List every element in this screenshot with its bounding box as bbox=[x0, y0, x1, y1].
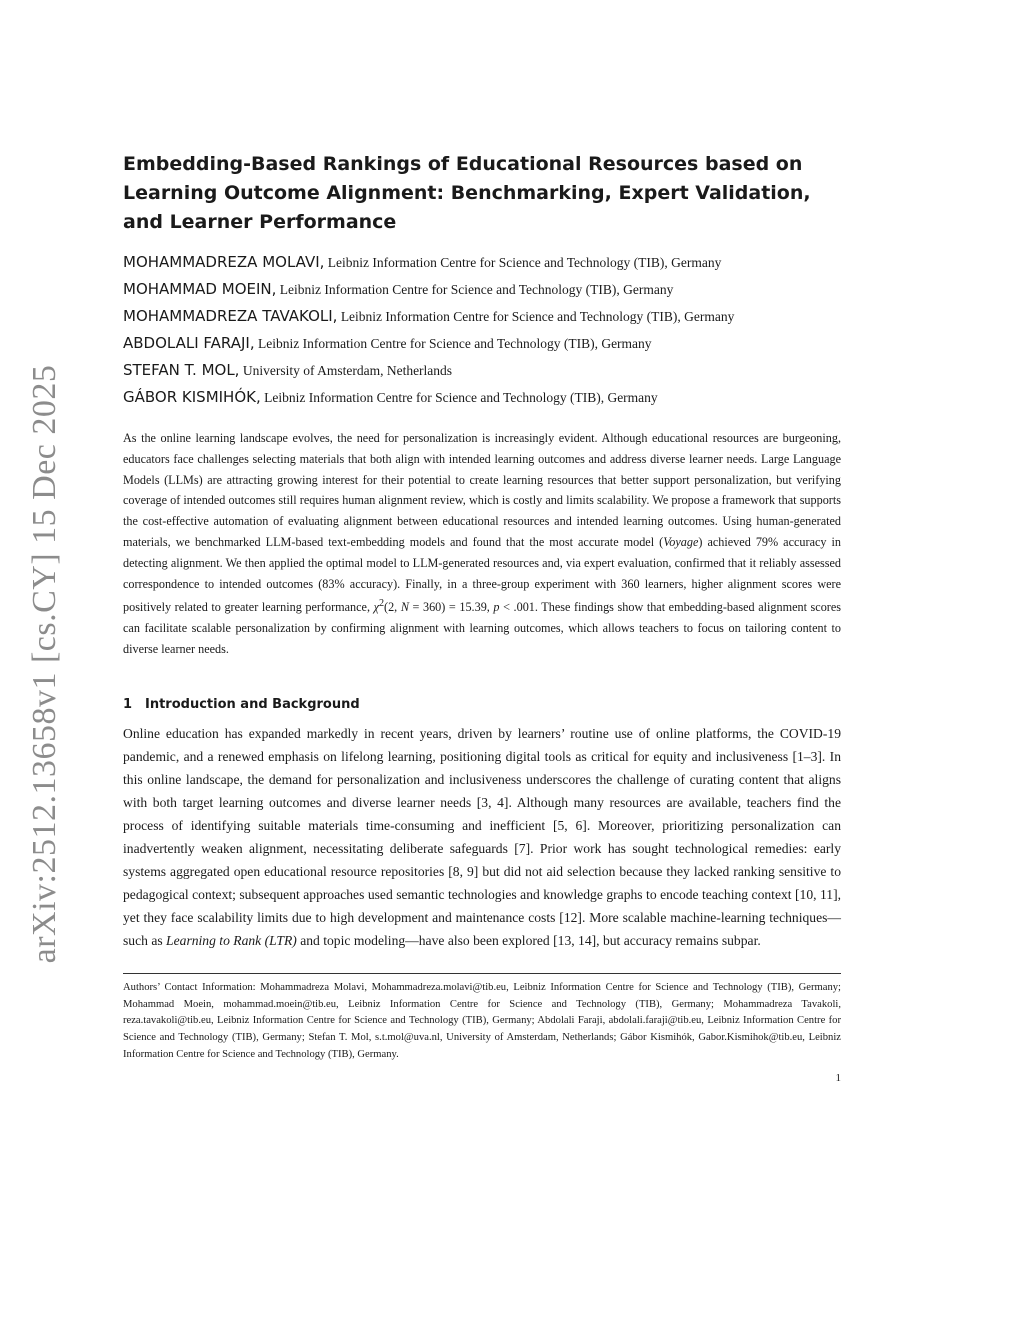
arxiv-identifier-stamp: arXiv:2512.13658v1 [cs.CY] 15 Dec 2025 bbox=[26, 364, 63, 964]
section-number: 1 bbox=[123, 696, 133, 712]
stat-n-value: = 360) = 15.39, bbox=[408, 600, 494, 615]
footnote-divider bbox=[123, 973, 841, 974]
author-name: MOHAMMADREZA TAVAKOLI, bbox=[123, 307, 338, 325]
abstract-text: ) achieved 79% accuracy in detecting alignment. We then applied the optimal model to LLM-generated resources and, via expert evaluation, confirmed that it reliably assessed correspondence to intended outcomes (83% accuracy). Finally, in a three-group experiment with 360 learners, higher alignment scores were positively related to greater learning performance, bbox=[123, 534, 841, 615]
abstract-text: As the online learning landscape evolves, the need for personalization is increasingly evident. Although educational resources are burgeoning, educators face challenges selecting materials that both align with intended learning outcomes and address diverse learner needs. Large Language Models (LLMs) are attracting growing interest for their potential to create learning resources that better support personalization, but verifying coverage of intended outcomes still requires human alignment review, which is costly and limits scalability. We propose a framework that supports the cost-effective automation of evaluating alignment between educational resources and intended learning outcomes. Using human-generated materials, we benchmarked LLM-based text-embedding models and found that the most accurate model ( bbox=[123, 431, 841, 549]
abstract-model-name: Voyage bbox=[663, 534, 699, 549]
stat-args: (2, bbox=[384, 600, 401, 615]
chi-symbol: χ bbox=[373, 600, 379, 615]
author-contact-footnote: Authors’ Contact Information: Mohammadreza Molavi, Mohammadreza.molavi@tib.eu, Leibniz Information Centre for Science and Technology (TIB), Germany; Mohammad Moein, mohammad.moein@tib.eu, Leibniz Information Centre for Science and Technology (TIB), Germany; Mohammadreza Tavakoli, reza.tavakoli@tib.eu, Leibniz Information Centre for Science and Technology (TIB), Germany; Abdolali Faraji, abdolali.faraji@tib.eu, Leibniz Information Centre for Science and Technology (TIB), Germany; Stefan T. Mol, s.t.mol@uva.nl, University of Amsterdam, Netherlands; Gábor Kismihók, Gabor.Kismihok@tib.eu, Leibniz Information Centre for Science and Technology (TIB), Germany. bbox=[123, 981, 841, 1061]
intro-ltr-term: Learning to Rank (LTR) bbox=[166, 932, 297, 948]
author-affiliation: Leibniz Information Centre for Science and Technology (TIB), Germany bbox=[260, 390, 658, 405]
author-name: MOHAMMADREZA MOLAVI, bbox=[123, 253, 325, 271]
abstract-text: . These findings show that embedding-based alignment scores can facilitate scalable personalization by confirming alignment with learning outcomes, which allows teachers to focus on tailoring content to diverse learner needs. bbox=[123, 600, 841, 657]
author-entry bbox=[123, 276, 841, 303]
author-name: ABDOLALI FARAJI, bbox=[123, 334, 255, 352]
section-title: Introduction and Background bbox=[145, 696, 360, 712]
p-value: < .001 bbox=[499, 600, 535, 615]
author-entry bbox=[123, 249, 841, 276]
author-affiliation: Leibniz Information Centre for Science and Technology (TIB), Germany bbox=[337, 309, 735, 324]
p-variable: p bbox=[493, 600, 500, 615]
abstract bbox=[123, 428, 841, 660]
author-name: GÁBOR KISMIHÓK, bbox=[123, 388, 261, 406]
paper-page bbox=[123, 150, 841, 1084]
author-entry bbox=[123, 384, 841, 411]
author-affiliation: Leibniz Information Centre for Science and Technology (TIB), Germany bbox=[276, 282, 674, 297]
intro-text: Online education has expanded markedly in recent years, driven by learners’ routine use of online platforms, the COVID-19 pandemic, and a renewed emphasis on lifelong learning, positioning digital tools as critical for equity and inclusiveness [1–3]. In this online landscape, the demand for personalization and inclusiveness underscores the challenge of curating content that aligns with both target learning outcomes and diverse learner needs [3, 4]. Although many resources are available, teachers find the process of identifying suitable materials time-consuming and inefficient [5, 6]. Moreover, prioritizing personalization can inadvertently weaken alignment, necessitating deliberate safeguards [7]. Prior work has sought technological remedies: early systems aggregated open educational resource repositories [8, 9] but did not aid selection because they lacked ranking sensitive to pedagogical context; subsequent approaches used semantic technologies and knowledge graphs to encode teaching context [10, 11], yet they face scalability limits due to high development and maintenance costs [12]. More scalable machine-learning techniques—such as bbox=[123, 725, 841, 948]
author-affiliation: Leibniz Information Centre for Science and Technology (TIB), Germany bbox=[254, 336, 652, 351]
section-heading bbox=[123, 696, 841, 714]
author-name: STEFAN T. MOL, bbox=[123, 361, 240, 379]
author-entry bbox=[123, 357, 841, 384]
author-name: MOHAMMAD MOEIN, bbox=[123, 280, 277, 298]
author-entry bbox=[123, 330, 841, 357]
page-number: 1 bbox=[835, 1071, 841, 1084]
author-affiliation: Leibniz Information Centre for Science and Technology (TIB), Germany bbox=[324, 255, 722, 270]
author-entry bbox=[123, 303, 841, 330]
stat-n-variable: N bbox=[400, 600, 409, 615]
author-list bbox=[123, 249, 841, 411]
intro-paragraph bbox=[123, 722, 841, 952]
paper-title: Embedding-Based Rankings of Educational Resources based on Learning Outcome Alignment: Benchmarking, Expert Validation, and Learner Performance bbox=[123, 153, 811, 233]
intro-text: and topic modeling—have also been explored [13, 14], but accuracy remains subpar. bbox=[296, 932, 761, 948]
author-affiliation: University of Amsterdam, Netherlands bbox=[239, 363, 453, 378]
chi-exponent: 2 bbox=[378, 598, 385, 610]
